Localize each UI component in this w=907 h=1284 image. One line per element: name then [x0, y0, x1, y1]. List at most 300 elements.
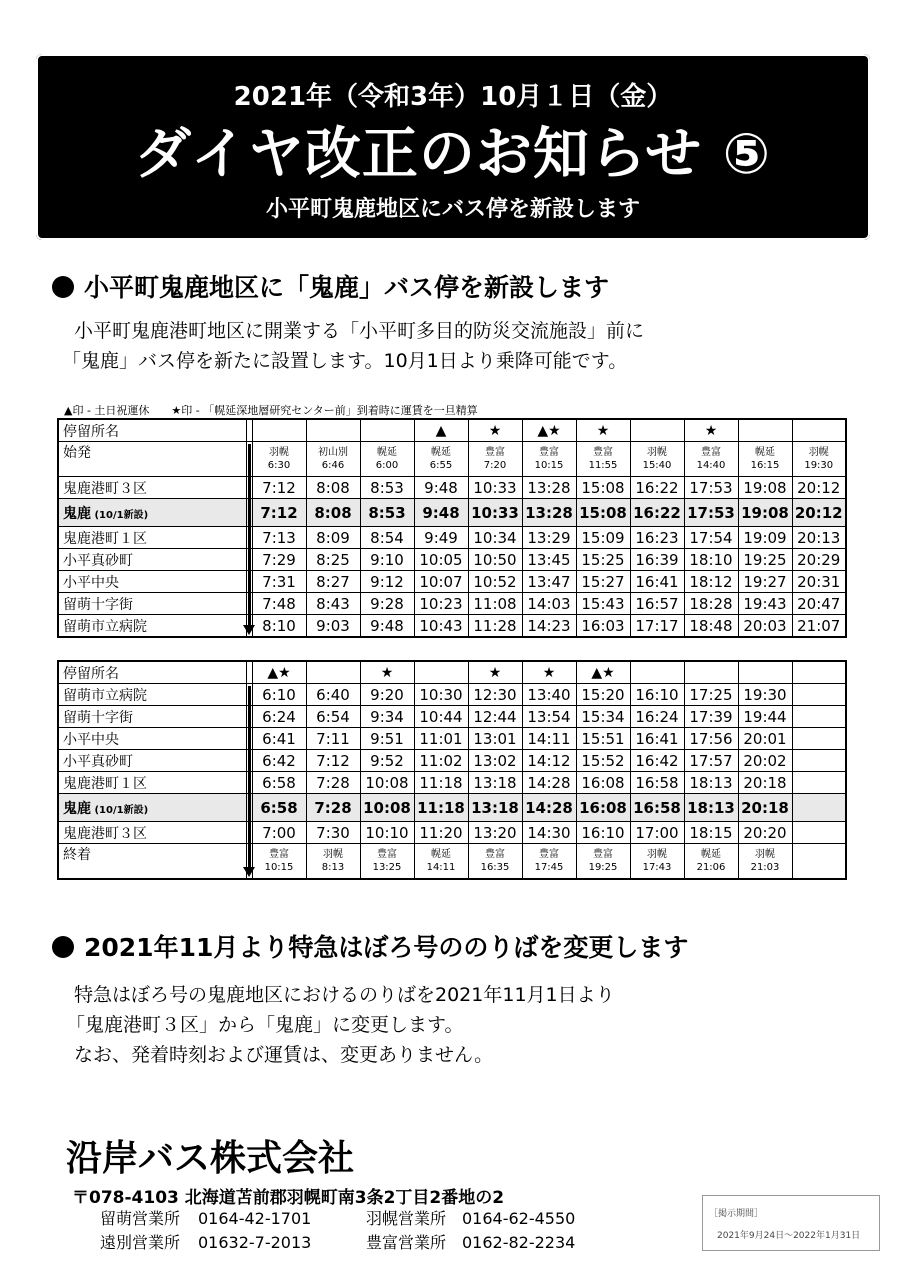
- section2-line3: なお、発着時刻および運賃は、変更ありません。: [74, 1044, 494, 1066]
- time-cell: 12:44: [468, 706, 522, 728]
- origin-cell: [792, 442, 846, 477]
- stop-label: 鬼鹿港町３区: [63, 480, 147, 497]
- table-row: [58, 549, 846, 571]
- time-cell: 15:27: [576, 571, 630, 593]
- new-stop-note: (10/1新設): [91, 804, 149, 816]
- time-cell: 9:48: [414, 477, 468, 499]
- service-mark: [738, 661, 792, 684]
- table-row: [58, 772, 846, 794]
- header-subtitle: 小平町鬼鹿地区にバス停を新設します: [265, 197, 640, 222]
- origin-time: 14:40: [696, 460, 726, 471]
- time-cell: 11:08: [468, 593, 522, 615]
- time-cell: 20:12: [792, 499, 846, 527]
- direction-column: [246, 661, 252, 684]
- time-cell: 18:13: [684, 772, 738, 794]
- origin-cell: [522, 442, 576, 477]
- time-cell: 16:23: [630, 527, 684, 549]
- office-name: 羽幌営業所: [366, 1209, 447, 1228]
- stop-label: 小平真砂町: [63, 552, 133, 569]
- time-cell: 16:24: [630, 706, 684, 728]
- table-row: [58, 571, 846, 593]
- table-row: [58, 684, 846, 706]
- origin-time: 6:00: [375, 460, 399, 471]
- time-cell: 8:53: [360, 499, 414, 527]
- stop-name: [58, 527, 246, 549]
- time-cell: 16:03: [576, 615, 630, 638]
- section2-body: [66, 980, 615, 1070]
- office-name: 遠別営業所: [100, 1233, 181, 1252]
- stop-label: 小平中央: [63, 731, 119, 748]
- stop-label: 鬼鹿港町１区: [63, 775, 147, 792]
- time-cell: 13:02: [468, 750, 522, 772]
- time-cell: 16:41: [630, 728, 684, 750]
- destination-cell: [252, 844, 306, 880]
- time-cell: 7:28: [306, 794, 360, 822]
- time-cell: 18:10: [684, 549, 738, 571]
- time-cell: 7:12: [252, 477, 306, 499]
- time-cell: 10:33: [468, 477, 522, 499]
- origin-cell: [252, 442, 306, 477]
- service-mark: [630, 419, 684, 442]
- service-mark: [252, 419, 306, 442]
- company-name: 沿岸バス株式会社: [66, 1138, 355, 1179]
- time-cell: [792, 794, 846, 822]
- time-cell: 17:57: [684, 750, 738, 772]
- origin-stop: 幌延: [431, 447, 451, 458]
- time-cell: 10:08: [360, 794, 414, 822]
- table-row: [58, 499, 846, 527]
- service-mark: ★: [522, 661, 576, 684]
- stop-name: [58, 684, 246, 706]
- origin-time: 16:15: [750, 460, 780, 471]
- service-mark: [306, 661, 360, 684]
- stop-header: 停留所名: [58, 419, 246, 442]
- time-cell: 10:23: [414, 593, 468, 615]
- destination-cell: [684, 844, 738, 880]
- stop-header: 停留所名: [58, 661, 246, 684]
- time-cell: 8:25: [306, 549, 360, 571]
- time-cell: 17:25: [684, 684, 738, 706]
- time-cell: 6:42: [252, 750, 306, 772]
- time-cell: 17:53: [684, 499, 738, 527]
- destination-stop: 豊富: [269, 849, 289, 860]
- time-cell: 9:34: [360, 706, 414, 728]
- table-row: [58, 750, 846, 772]
- time-cell: 20:02: [738, 750, 792, 772]
- origin-stop: 豊富: [539, 447, 559, 458]
- time-cell: 7:30: [306, 822, 360, 844]
- office-tel: 0164-62-4550: [462, 1209, 576, 1228]
- time-cell: 16:58: [630, 794, 684, 822]
- time-cell: 9:49: [414, 527, 468, 549]
- origin-cell: [576, 442, 630, 477]
- time-cell: 7:31: [252, 571, 306, 593]
- service-mark: [630, 661, 684, 684]
- origin-cell: [738, 442, 792, 477]
- origin-row: [58, 442, 846, 477]
- time-cell: 21:07: [792, 615, 846, 638]
- time-cell: 13:47: [522, 571, 576, 593]
- section1-line1: 小平町鬼鹿港町地区に開業する「小平町多目的防災交流施設」前に: [74, 320, 645, 342]
- stop-name: [58, 706, 246, 728]
- time-cell: 13:20: [468, 822, 522, 844]
- time-cell: 18:13: [684, 794, 738, 822]
- time-cell: 17:00: [630, 822, 684, 844]
- marks-row: [58, 419, 846, 442]
- time-cell: 10:05: [414, 549, 468, 571]
- time-cell: 13:40: [522, 684, 576, 706]
- origin-cell: [630, 442, 684, 477]
- timetable-inbound: [57, 660, 847, 880]
- stop-label: 小平真砂町: [63, 753, 133, 770]
- time-cell: 15:52: [576, 750, 630, 772]
- down-arrow-icon: [243, 867, 255, 877]
- time-cell: 14:28: [522, 794, 576, 822]
- time-cell: 11:02: [414, 750, 468, 772]
- origin-time: 11:55: [588, 460, 618, 471]
- new-stop-note: (10/1新設): [91, 509, 149, 521]
- time-cell: 10:34: [468, 527, 522, 549]
- time-cell: 19:44: [738, 706, 792, 728]
- origin-label: 始発: [58, 442, 246, 477]
- origin-time: 7:20: [483, 460, 507, 471]
- section1-heading: [52, 268, 609, 304]
- destination-stop: 羽幌: [647, 849, 667, 860]
- time-cell: [792, 750, 846, 772]
- time-cell: 8:27: [306, 571, 360, 593]
- time-cell: 14:23: [522, 615, 576, 638]
- time-cell: 16:41: [630, 571, 684, 593]
- time-cell: [792, 822, 846, 844]
- service-mark: ▲: [414, 419, 468, 442]
- stop-label: 鬼鹿: [63, 800, 91, 817]
- origin-stop: 羽幌: [808, 447, 829, 458]
- time-cell: 19:09: [738, 527, 792, 549]
- time-cell: 17:39: [684, 706, 738, 728]
- time-cell: 8:53: [360, 477, 414, 499]
- origin-time: 19:30: [804, 460, 834, 471]
- bullet-icon: [52, 276, 74, 298]
- time-cell: 16:42: [630, 750, 684, 772]
- revision-date: 2021年（令和3年）10月１日（金）: [233, 82, 673, 112]
- origin-time: 15:40: [642, 460, 672, 471]
- time-cell: [792, 684, 846, 706]
- time-cell: 18:48: [684, 615, 738, 638]
- time-cell: 6:41: [252, 728, 306, 750]
- table-row: [58, 527, 846, 549]
- time-cell: 15:08: [576, 499, 630, 527]
- destination-time: 19:25: [588, 862, 618, 873]
- stop-name: [58, 728, 246, 750]
- time-cell: 13:18: [468, 794, 522, 822]
- time-cell: 7:13: [252, 527, 306, 549]
- time-cell: 16:08: [576, 772, 630, 794]
- destination-stop: 幌延: [701, 849, 721, 860]
- company-address: 〒078-4103 北海道苫前郡羽幌町南3条2丁目2番地の2: [72, 1188, 505, 1208]
- time-cell: 15:25: [576, 549, 630, 571]
- bullet-icon: [52, 936, 74, 958]
- time-cell: 20:47: [792, 593, 846, 615]
- time-cell: 7:12: [306, 750, 360, 772]
- service-mark: ▲★: [576, 661, 630, 684]
- stop-name: [58, 477, 246, 499]
- time-cell: 7:28: [306, 772, 360, 794]
- time-cell: 6:58: [252, 794, 306, 822]
- time-cell: 8:09: [306, 527, 360, 549]
- time-cell: 8:10: [252, 615, 306, 638]
- destination-time: 8:13: [321, 862, 345, 873]
- time-cell: 10:30: [414, 684, 468, 706]
- origin-stop: 豊富: [701, 447, 721, 458]
- destination-cell: [522, 844, 576, 880]
- time-cell: 10:44: [414, 706, 468, 728]
- stop-label: 小平中央: [63, 574, 119, 591]
- time-cell: 9:20: [360, 684, 414, 706]
- time-cell: 16:39: [630, 549, 684, 571]
- origin-cell: [306, 442, 360, 477]
- time-cell: 9:10: [360, 549, 414, 571]
- service-mark: [738, 419, 792, 442]
- time-cell: 11:01: [414, 728, 468, 750]
- stop-name: [58, 549, 246, 571]
- section1-line2: 「鬼鹿」バス停を新たに設置します。10月1日より乗降可能です。: [62, 350, 628, 372]
- destination-cell: [468, 844, 522, 880]
- time-cell: 11:20: [414, 822, 468, 844]
- time-cell: 20:12: [792, 477, 846, 499]
- time-cell: 6:58: [252, 772, 306, 794]
- table-row: [58, 822, 846, 844]
- stop-name: [58, 822, 246, 844]
- destination-cell: [792, 844, 846, 880]
- time-cell: 11:18: [414, 794, 468, 822]
- destination-cell: [630, 844, 684, 880]
- destination-time: 14:11: [426, 862, 456, 873]
- header-banner: [36, 54, 870, 240]
- time-cell: 16:58: [630, 772, 684, 794]
- origin-time: 6:46: [321, 460, 345, 471]
- page-title: ダイヤ改正のお知らせ ⑤: [134, 122, 772, 187]
- stop-name: [58, 615, 246, 638]
- destination-time: 21:06: [696, 862, 726, 873]
- posting-period-label: ［掲示期間］: [709, 1209, 764, 1219]
- time-cell: 11:28: [468, 615, 522, 638]
- table-row: [58, 706, 846, 728]
- time-cell: 16:57: [630, 593, 684, 615]
- origin-cell: [684, 442, 738, 477]
- service-mark: ★: [576, 419, 630, 442]
- time-cell: 20:31: [792, 571, 846, 593]
- time-cell: 20:13: [792, 527, 846, 549]
- time-cell: 9:12: [360, 571, 414, 593]
- time-cell: 10:07: [414, 571, 468, 593]
- destination-time: 21:03: [750, 862, 780, 873]
- destination-stop: 豊富: [539, 849, 559, 860]
- stop-label: 留萌市立病院: [63, 618, 147, 635]
- stop-label: 鬼鹿港町３区: [63, 825, 147, 842]
- time-cell: 16:10: [630, 684, 684, 706]
- time-cell: 6:40: [306, 684, 360, 706]
- time-cell: 17:54: [684, 527, 738, 549]
- service-mark: [792, 419, 846, 442]
- table-row: [58, 728, 846, 750]
- time-cell: 15:34: [576, 706, 630, 728]
- time-cell: 19:25: [738, 549, 792, 571]
- table-row: [58, 593, 846, 615]
- time-cell: 7:48: [252, 593, 306, 615]
- time-cell: 16:22: [630, 499, 684, 527]
- section2-heading-text: 2021年11月より特急はぼろ号ののりばを変更します: [84, 933, 689, 962]
- time-cell: 10:08: [360, 772, 414, 794]
- time-cell: 11:18: [414, 772, 468, 794]
- destination-time: 10:15: [264, 862, 294, 873]
- origin-stop: 羽幌: [269, 447, 289, 458]
- time-cell: 6:54: [306, 706, 360, 728]
- time-cell: 10:33: [468, 499, 522, 527]
- time-cell: 10:50: [468, 549, 522, 571]
- stop-label: 鬼鹿: [63, 505, 91, 522]
- time-cell: 8:08: [306, 477, 360, 499]
- stop-label: 留萌十字街: [63, 709, 133, 726]
- service-mark: [684, 661, 738, 684]
- stop-name: [58, 794, 246, 822]
- origin-stop: 豊富: [593, 447, 613, 458]
- office-tel: 01632-7-2013: [198, 1233, 312, 1252]
- time-cell: 15:20: [576, 684, 630, 706]
- stop-label: 留萌十字街: [63, 596, 133, 613]
- service-mark: ★: [684, 419, 738, 442]
- time-cell: 20:01: [738, 728, 792, 750]
- section2-line1: 特急はぼろ号の鬼鹿地区におけるのりばを2021年11月1日より: [74, 984, 615, 1006]
- office-list: [100, 1207, 575, 1255]
- down-arrow-icon: [243, 625, 255, 635]
- table-row: [58, 615, 846, 638]
- time-cell: 9:48: [414, 499, 468, 527]
- time-cell: 15:08: [576, 477, 630, 499]
- office-name: 豊富営業所: [366, 1233, 447, 1252]
- time-cell: 9:51: [360, 728, 414, 750]
- destination-cell: [576, 844, 630, 880]
- time-cell: 8:54: [360, 527, 414, 549]
- origin-cell: [414, 442, 468, 477]
- stop-label: 鬼鹿港町１区: [63, 530, 147, 547]
- time-cell: 12:30: [468, 684, 522, 706]
- time-cell: 9:48: [360, 615, 414, 638]
- time-cell: 15:51: [576, 728, 630, 750]
- origin-time: 6:30: [267, 460, 291, 471]
- time-cell: 17:56: [684, 728, 738, 750]
- service-mark: ★: [360, 661, 414, 684]
- time-cell: 20:29: [792, 549, 846, 571]
- time-cell: 13:29: [522, 527, 576, 549]
- stop-name: [58, 750, 246, 772]
- office-tel: 0164-42-1701: [198, 1209, 312, 1228]
- service-mark: ▲★: [522, 419, 576, 442]
- time-cell: 19:43: [738, 593, 792, 615]
- time-cell: 19:30: [738, 684, 792, 706]
- time-cell: 14:12: [522, 750, 576, 772]
- time-cell: 16:08: [576, 794, 630, 822]
- section2-heading: [52, 928, 688, 964]
- stop-name: [58, 499, 246, 527]
- service-mark: ★: [468, 661, 522, 684]
- time-cell: 7:29: [252, 549, 306, 571]
- time-cell: 17:17: [630, 615, 684, 638]
- service-mark: [360, 419, 414, 442]
- time-cell: 13:28: [522, 499, 576, 527]
- legend: ▲印 - 土日祝運休 ★印 - 「幌延深地層研究センター前」到着時に運賃を一旦精算: [64, 404, 478, 417]
- time-cell: 7:12: [252, 499, 306, 527]
- service-mark: [414, 661, 468, 684]
- destination-stop: 豊富: [593, 849, 613, 860]
- section1-body: [62, 316, 645, 376]
- time-cell: 14:28: [522, 772, 576, 794]
- destination-stop: 羽幌: [323, 849, 343, 860]
- office-tel: 0162-82-2234: [462, 1233, 576, 1252]
- time-cell: 8:08: [306, 499, 360, 527]
- time-cell: 7:00: [252, 822, 306, 844]
- time-cell: 9:03: [306, 615, 360, 638]
- origin-stop: 豊富: [485, 447, 505, 458]
- office-row: [100, 1207, 575, 1231]
- origin-cell: [360, 442, 414, 477]
- origin-cell: [468, 442, 522, 477]
- service-mark: [306, 419, 360, 442]
- time-cell: 15:09: [576, 527, 630, 549]
- time-cell: 18:12: [684, 571, 738, 593]
- table-row: [58, 794, 846, 822]
- origin-stop: 初山別: [318, 447, 348, 458]
- time-cell: 10:10: [360, 822, 414, 844]
- destination-cell: [738, 844, 792, 880]
- origin-time: 6:55: [429, 460, 453, 471]
- destination-time: 16:35: [480, 862, 510, 873]
- time-cell: 14:03: [522, 593, 576, 615]
- destination-stop: 豊富: [377, 849, 397, 860]
- origin-stop: 羽幌: [647, 447, 667, 458]
- time-cell: 13:01: [468, 728, 522, 750]
- destination-cell: [414, 844, 468, 880]
- time-cell: 13:28: [522, 477, 576, 499]
- table-row: [58, 477, 846, 499]
- posting-period-box: [702, 1195, 880, 1251]
- stop-name: [58, 772, 246, 794]
- time-cell: 7:11: [306, 728, 360, 750]
- origin-time: 10:15: [534, 460, 564, 471]
- section2-line2: 「鬼鹿港町３区」から「鬼鹿」に変更します。: [66, 1014, 464, 1036]
- time-cell: 13:18: [468, 772, 522, 794]
- destination-label: 終着: [58, 844, 246, 880]
- direction-arrow-line: [248, 686, 251, 870]
- destination-stop: 幌延: [431, 849, 451, 860]
- time-cell: 10:43: [414, 615, 468, 638]
- time-cell: [792, 728, 846, 750]
- time-cell: 19:08: [738, 477, 792, 499]
- service-mark: ★: [468, 419, 522, 442]
- posting-period-value: 2021年9月24日～2022年1月31日: [717, 1231, 861, 1241]
- time-cell: 20:18: [738, 794, 792, 822]
- time-cell: 10:52: [468, 571, 522, 593]
- time-cell: 13:45: [522, 549, 576, 571]
- office-name: 留萌営業所: [100, 1209, 181, 1228]
- destination-time: 13:25: [372, 862, 402, 873]
- direction-arrow-line: [248, 444, 251, 628]
- time-cell: 20:20: [738, 822, 792, 844]
- destination-time: 17:43: [642, 862, 672, 873]
- time-cell: 19:27: [738, 571, 792, 593]
- time-cell: [792, 772, 846, 794]
- marks-row: [58, 661, 846, 684]
- time-cell: 8:43: [306, 593, 360, 615]
